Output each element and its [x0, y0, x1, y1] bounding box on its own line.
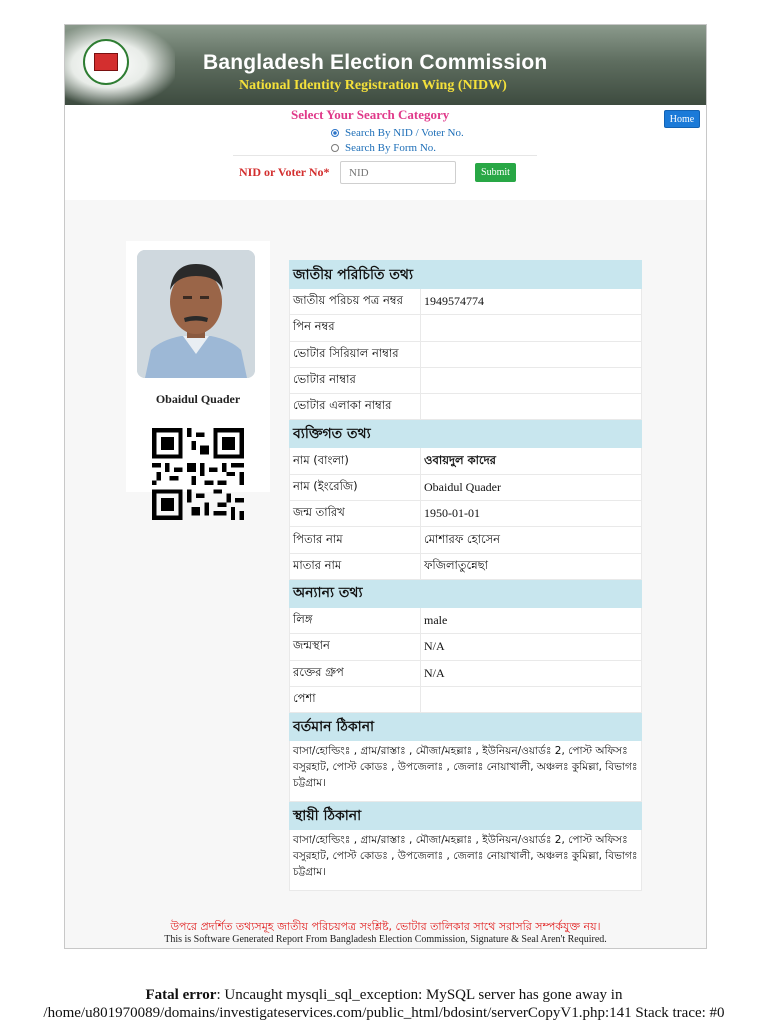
- name-english-value: Obaidul Quader: [421, 474, 642, 500]
- radio-unselected-icon[interactable]: [331, 144, 339, 152]
- row-label: ভোটার নাম্বার: [290, 367, 421, 393]
- section-personal-title: ব্যক্তিগত তথ্য: [290, 420, 642, 448]
- radio-nid-label: Search By NID / Voter No.: [345, 127, 464, 139]
- home-button[interactable]: Home: [664, 110, 700, 128]
- row-label: নাম (বাংলা): [290, 448, 421, 474]
- row-label: পিন নম্বর: [290, 315, 421, 341]
- table-row: [290, 315, 642, 341]
- row-label: ভোটার এলাকা নাম্বার: [290, 394, 421, 420]
- error-path: /home/u801970089/domains/investigateservices.com/public_html/bdosint/serverCopyV1.php:141 Stack trace: #0: [43, 1005, 725, 1021]
- table-row: [290, 394, 642, 420]
- nid-info-table: [289, 260, 642, 891]
- nid-number-value: 1949574774: [421, 289, 642, 315]
- radio-form-label: Search By Form No.: [345, 142, 437, 154]
- profile-name: Obaidul Quader: [155, 392, 241, 406]
- error-label: Fatal error: [145, 987, 217, 1003]
- error-message: : Uncaught mysqli_sql_exception: MySQL server has gone away in: [216, 987, 623, 1003]
- php-fatal-error: [0, 986, 768, 1022]
- voter-area-value: [421, 394, 642, 420]
- row-label: ভোটার সিরিয়াল নাম্বার: [290, 341, 421, 367]
- table-row: [290, 289, 642, 315]
- disclaimer-bangla: উপরে প্রদর্শিত তথ্যসমূহ জাতীয় পরিচয়পত্র সংশ্লিষ্ট, ভোটার তালিকার সাথে সরাসরি সম্পর্কযুক্ত নয়।: [170, 920, 601, 933]
- gender-value: male: [421, 607, 642, 633]
- disclaimer-english: This is Software Generated Report From Bangladesh Election Commission, Signature & Seal Aren't Required.: [164, 934, 607, 945]
- row-label: মাতার নাম: [290, 553, 421, 579]
- present-address-text: বাসা/হোল্ডিংঃ , গ্রাম/রাস্তাঃ , মৌজা/মহল্লাঃ , ইউনিয়ন/ওয়ার্ডঃ 2, পোস্ট অফিসঃ বসুরহাট, পোস্ট কোডঃ , উপজেলাঃ , জেলাঃ নোয়াখালী, অঞ্চলঃ কুমিল্লা, বিভাগঃ চট্টগ্রাম।: [290, 741, 642, 802]
- site-title: Bangladesh Election Commission: [203, 51, 548, 74]
- table-row: [290, 474, 642, 500]
- submit-button[interactable]: Submit: [475, 163, 516, 182]
- father-name-value: মোশারফ হোসেন: [421, 527, 642, 553]
- row-label: লিঙ্গ: [290, 607, 421, 633]
- birth-place-value: N/A: [421, 634, 642, 660]
- permanent-address-text: বাসা/হোল্ডিংঃ , গ্রাম/রাস্তাঃ , মৌজা/মহল্লাঃ , ইউনিয়ন/ওয়ার্ডঃ 2, পোস্ট অফিসঃ বসুরহাট, পোস্ট কোডঃ , উপজেলাঃ , জেলাঃ নোয়াখালী, অঞ্চলঃ কুমিল্লা, বিভাগঃ চট্টগ্রাম।: [290, 830, 642, 891]
- section-other-title: অন্যান্য তথ্য: [290, 579, 642, 607]
- table-row: [290, 527, 642, 553]
- nid-field-label: NID or Voter No*: [239, 165, 330, 179]
- logo-book-icon: [94, 53, 118, 71]
- row-label: রক্তের গ্রুপ: [290, 660, 421, 686]
- occupation-value: [421, 686, 642, 712]
- row-label: নাম (ইংরেজি): [290, 474, 421, 500]
- section-national-title: জাতীয় পরিচিতি তথ্য: [290, 261, 642, 289]
- search-panel: [65, 105, 706, 200]
- report-content: [65, 200, 706, 948]
- blood-group-value: N/A: [421, 660, 642, 686]
- row-label: জন্ম তারিখ: [290, 501, 421, 527]
- birth-date-value: 1950-01-01: [421, 501, 642, 527]
- radio-search-form[interactable]: [331, 142, 436, 154]
- row-label: পেশা: [290, 686, 421, 712]
- qr-code-icon: [149, 428, 247, 520]
- table-row: [290, 501, 642, 527]
- search-category-title: Select Your Search Category: [291, 107, 450, 122]
- header-banner: [65, 25, 706, 105]
- mother-name-value: ফজিলাতুন্নেছা: [421, 553, 642, 579]
- report-frame: [64, 24, 707, 949]
- section-permanent-address-title: স্থায়ী ঠিকানা: [290, 802, 642, 830]
- name-bangla-value: ওবায়দুল কাদের: [421, 448, 642, 474]
- table-row: [290, 686, 642, 712]
- radio-search-nid[interactable]: [331, 127, 464, 139]
- radio-selected-icon[interactable]: [331, 129, 339, 137]
- voter-number-value: [421, 367, 642, 393]
- table-row: [290, 341, 642, 367]
- search-divider: [233, 155, 537, 156]
- election-commission-seal-icon: [83, 39, 129, 85]
- row-label: জন্মস্থান: [290, 634, 421, 660]
- pin-value: [421, 315, 642, 341]
- voter-serial-value: [421, 341, 642, 367]
- row-label: জাতীয় পরিচয় পত্র নম্বর: [290, 289, 421, 315]
- nid-input[interactable]: [340, 161, 456, 184]
- table-row: [290, 448, 642, 474]
- section-present-address-title: বর্তমান ঠিকানা: [290, 713, 642, 741]
- site-subtitle: National Identity Registration Wing (NIDW): [239, 78, 507, 93]
- table-row: [290, 553, 642, 579]
- table-row: [290, 634, 642, 660]
- table-row: [290, 660, 642, 686]
- row-label: পিতার নাম: [290, 527, 421, 553]
- table-row: [290, 367, 642, 393]
- table-row: [290, 607, 642, 633]
- person-photo-icon: [137, 250, 255, 378]
